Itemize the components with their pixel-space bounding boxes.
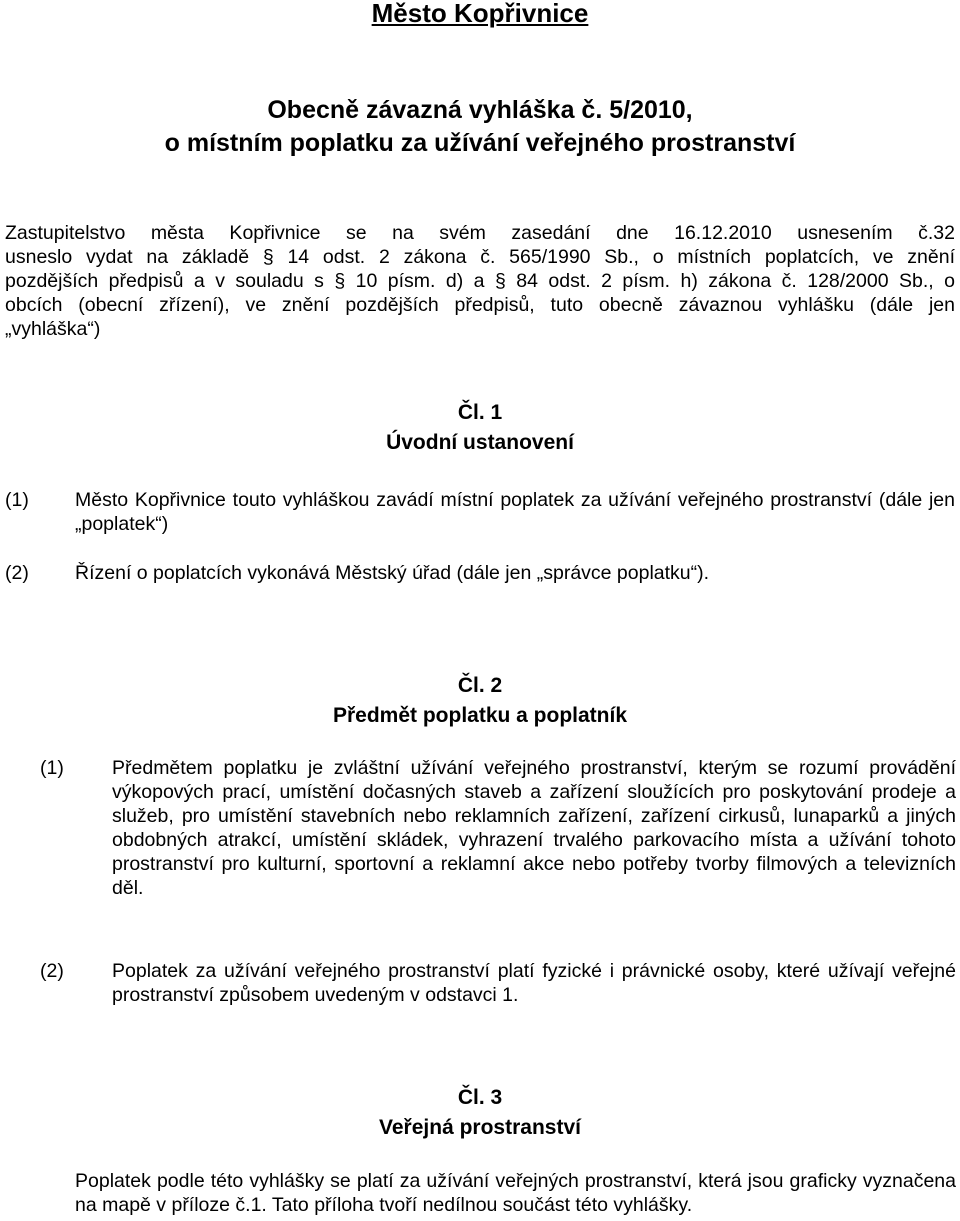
preamble-line: Zastupitelstvo města Kopřivnice se na svém zasedání dne 16.12.2010 usnesením č.32	[5, 222, 955, 244]
preamble-line: „vyhláška“)	[5, 318, 101, 340]
article-3-paragraph	[75, 1169, 956, 1217]
article-title: Předmět poplatku a poplatník	[332, 704, 628, 727]
article-title: Veřejná prostranství	[379, 1116, 581, 1139]
preamble-line: obcích (obecní zřízení), ve znění pozdějších předpisů, tuto obecně závaznou vyhlášku (dále jen	[5, 294, 955, 316]
paragraph-text: Poplatek podle této vyhlášky se platí za užívání veřejných prostranství, která jsou graficky vyznačena na mapě v příloze č.1. Tato příloha tvoří nedílnou součást této vyhlášky.	[75, 1170, 956, 1216]
article-3-heading	[0, 1083, 960, 1143]
paragraph-text: Řízení o poplatcích vykonává Městský úřad (dále jen „správce poplatku“).	[75, 562, 710, 584]
paragraph-text: Poplatek za užívání veřejného prostranství platí fyzické i právnické osoby, které užívají veřejné prostranství způsobem uvedeným v odstavci 1.	[112, 960, 956, 1006]
article-2-heading	[0, 671, 960, 731]
decree-title-line: o místním poplatku za užívání veřejného prostranství	[164, 129, 796, 157]
paragraph-number: (2)	[40, 960, 64, 982]
paragraph-number: (1)	[5, 489, 29, 511]
article-number: Čl. 1	[457, 401, 503, 424]
decree-title	[0, 94, 960, 160]
article-1-heading	[0, 398, 960, 458]
city-title: Město Kopřivnice	[371, 0, 589, 28]
article-number: Čl. 3	[457, 1086, 503, 1109]
article-number: Čl. 2	[457, 674, 503, 697]
paragraph-text: Předmětem poplatku je zvláštní užívání veřejného prostranství, kterým se rozumí provádění výkopových prací, umístění dočasných staveb a zařízení sloužících pro poskytování prodeje a služeb, pro umístění stavebních nebo reklamních zařízení, zařízení cirkusů, lunaparků a jiných obdobných atrakcí, umístění skládek, vyhrazení trvalého parkovacího místa a užívání tohoto prostranství pro kulturní, sportovní a reklamní akce nebo potřeby tvorby filmových a televizních děl.	[112, 757, 956, 899]
paragraph-text: Město Kopřivnice touto vyhláškou zavádí místní poplatek za užívání veřejného prostranství (dále jen „poplatek“)	[75, 489, 955, 535]
article-2-paragraph-2	[40, 959, 956, 1007]
preamble	[5, 221, 955, 341]
paragraph-number: (2)	[5, 562, 29, 584]
article-1-paragraph-1	[5, 488, 955, 536]
preamble-line: pozdějších předpisů a v souladu s § 10 písm. d) a § 84 odst. 2 písm. h) zákona č. 128/2000 Sb., o	[5, 270, 955, 292]
decree-title-line: Obecně závazná vyhláška č. 5/2010,	[267, 96, 693, 124]
article-title: Úvodní ustanovení	[386, 431, 574, 454]
article-2-paragraph-1	[40, 756, 956, 900]
preamble-line: usneslo vydat na základě § 14 odst. 2 zákona č. 565/1990 Sb., o místních poplatcích, ve znění	[5, 246, 955, 268]
article-1-paragraph-2	[5, 561, 955, 585]
paragraph-number: (1)	[40, 757, 64, 779]
